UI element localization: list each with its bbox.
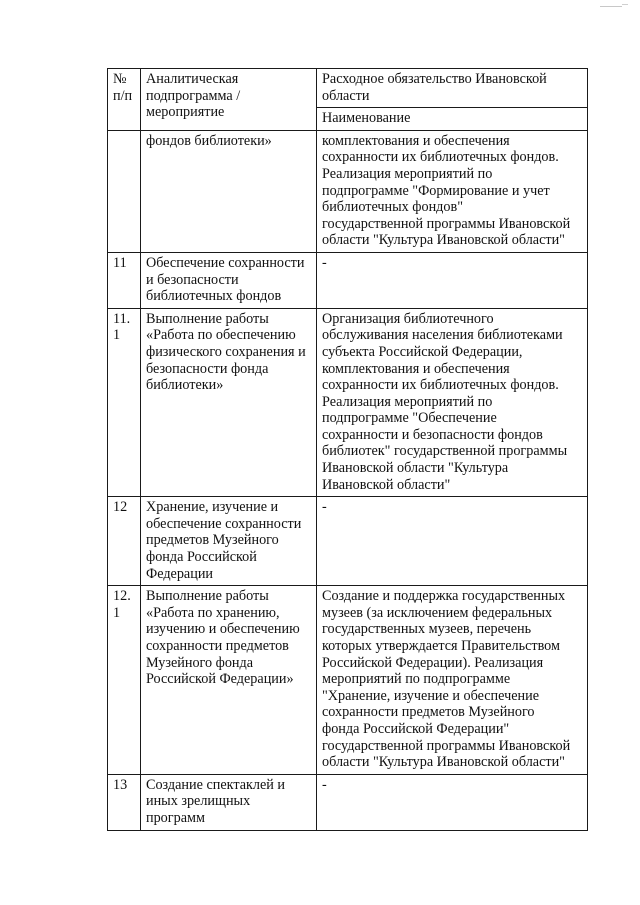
row-obligation: Организация библиотечного обслуживания населения библиотеками субъекта Российской Федерации, комплектования и обеспечения сохранности их библиотечных фондов. Реализация мероприятий по подпрограмме "Обеспечение сохранности и безопасности фондов библиотек" государственной программы Ивановской области "Культура Ивановской области" (317, 308, 588, 497)
row-obligation: - (317, 252, 588, 308)
row-number: 11. 1 (108, 308, 141, 497)
header-name: Наименование (317, 108, 588, 131)
scan-artifact (600, 6, 622, 7)
row-number: 13 (108, 774, 141, 830)
row-obligation: - (317, 497, 588, 586)
row-obligation: Создание и поддержка государственных музеев (за исключением федеральных государственных музеев, перечень которых утверждается Правительством Российской Федерации). Реализация мероприятий по подпрограмме "Хранение, изучение и обеспечение сохранности предметов Музейного фонда Российской Федерации" государственной программы Ивановской области "Культура Ивановской области" (317, 586, 588, 775)
row-activity: Создание спектаклей и иных зрелищных программ (141, 774, 317, 830)
row-activity: Выполнение работы «Работа по обеспечению физического сохранения и безопасности фонда библиотеки» (141, 308, 317, 497)
table-row (108, 774, 588, 830)
row-number: 12. 1 (108, 586, 141, 775)
header-number: № п/п (108, 69, 141, 131)
row-number (108, 130, 141, 252)
header-obligation: Расходное обязательство Ивановской области (317, 69, 588, 108)
row-activity: Хранение, изучение и обеспечение сохранности предметов Музейного фонда Российской Федерации (141, 497, 317, 586)
scan-artifact (622, 4, 628, 5)
row-obligation: - (317, 774, 588, 830)
header-subprogram: Аналитическая подпрограмма / мероприятие (141, 69, 317, 131)
row-activity: фондов библиотеки» (141, 130, 317, 252)
table-header-row (108, 69, 588, 108)
row-number: 11 (108, 252, 141, 308)
row-activity: Выполнение работы «Работа по хранению, изучению и обеспечению сохранности предметов Музейного фонда Российской Федерации» (141, 586, 317, 775)
table-row (108, 497, 588, 586)
table-row (108, 252, 588, 308)
row-obligation: комплектования и обеспечения сохранности их библиотечных фондов. Реализация мероприятий по подпрограмме "Формирование и учет библиотечных фондов" государственной программы Ивановской области "Культура Ивановской области" (317, 130, 588, 252)
table-row (108, 130, 588, 252)
table-row (108, 586, 588, 775)
row-activity: Обеспечение сохранности и безопасности библиотечных фондов (141, 252, 317, 308)
program-table (107, 68, 588, 831)
table-row (108, 308, 588, 497)
row-number: 12 (108, 497, 141, 586)
